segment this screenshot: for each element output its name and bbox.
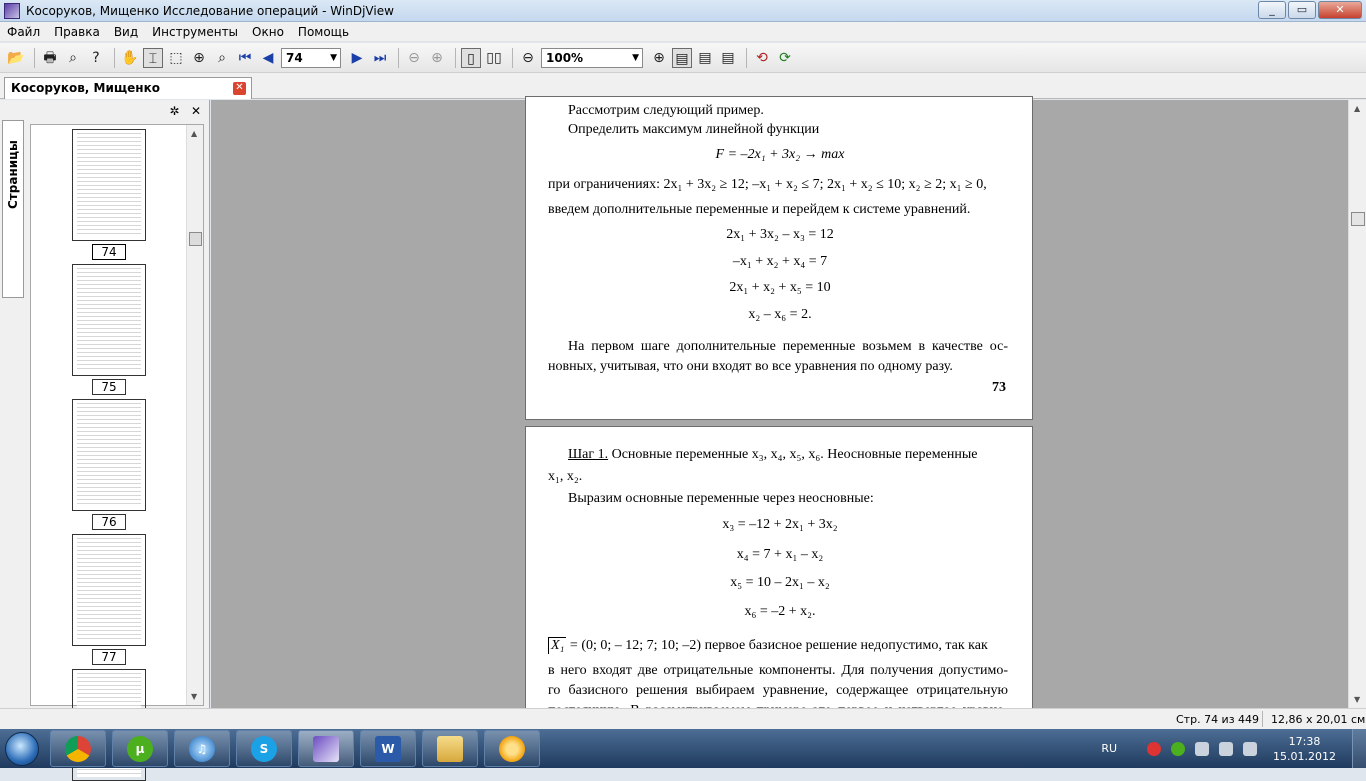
thumbnail-image [72, 129, 146, 241]
first-page-icon[interactable]: ⏮ [238, 49, 252, 66]
thumbnail-image [72, 264, 146, 376]
status-page-info: Стр. 74 из 449 [1176, 713, 1260, 726]
document-page-74 [525, 426, 1033, 716]
folder-icon [437, 736, 463, 762]
toolbar-separator [455, 48, 456, 68]
thumbnail-image [72, 399, 146, 511]
pages-vertical-tab[interactable] [2, 120, 24, 298]
taskbar-skype[interactable] [236, 730, 292, 767]
thumbnail-label: 74 [92, 244, 126, 260]
document-page-73 [525, 96, 1033, 420]
zoom-combo[interactable] [541, 48, 643, 68]
clock-time: 17:38 [1288, 734, 1321, 748]
document-tab[interactable] [4, 77, 252, 99]
menu-edit[interactable]: Правка [54, 24, 100, 39]
page-number-combo[interactable] [281, 48, 341, 68]
tab-close-icon[interactable]: ✕ [233, 82, 246, 95]
page-text: введем дополнительные переменные и перейдем к системе уравнений. [548, 202, 971, 217]
status-separator [1262, 711, 1263, 727]
page-text [548, 637, 988, 654]
toolbar-separator [746, 48, 747, 68]
taskbar-app[interactable] [484, 730, 540, 767]
utorrent-tray-icon[interactable] [1171, 742, 1185, 756]
taskbar-windjview[interactable] [298, 730, 354, 767]
taskbar-utorrent[interactable] [112, 730, 168, 767]
taskbar-itunes[interactable] [174, 730, 230, 767]
itunes-icon: ♫ [189, 736, 215, 762]
panel-controls [169, 104, 201, 118]
scroll-up-icon[interactable]: ▲ [1354, 104, 1361, 113]
thumbnail-label: 77 [92, 649, 126, 665]
next-page-icon[interactable]: ▶ [351, 49, 363, 66]
pages-vertical-tab-label: Страницы [6, 140, 20, 209]
menu-file[interactable]: Файл [7, 24, 41, 39]
menu-view[interactable]: Вид [113, 24, 139, 39]
thumbnail-page[interactable] [72, 264, 146, 395]
toolbar [0, 43, 1366, 73]
thumbnail-label: 76 [92, 514, 126, 530]
thumbnail-image [72, 534, 146, 646]
equation: x₄ = 7 + x₁ – x₂ [736, 547, 824, 562]
menu-tools[interactable]: Инструменты [152, 24, 239, 39]
thumbnail-list [30, 124, 204, 706]
network-icon[interactable] [1243, 742, 1257, 756]
chevron-down-icon[interactable]: ▼ [330, 52, 337, 63]
scroll-down-icon[interactable]: ▼ [191, 692, 198, 701]
equation: –x₁ + x₂ + x₄ = 7 [732, 254, 828, 269]
step-label: Шаг 1. [568, 447, 609, 462]
page-text: x₁, x₂. [548, 469, 583, 484]
equation: x₃ = –12 + 2x₁ + 3x₂ [722, 517, 838, 532]
actual-size-icon[interactable]: ▤ [721, 49, 735, 66]
equation: 2x₁ + 3x₂ – x₃ = 12 [726, 227, 834, 242]
rect-select-icon[interactable]: ⬚ [169, 49, 183, 66]
back-icon[interactable]: ⊖ [408, 49, 420, 66]
page-text: Выразим основные переменные через неосновные: [568, 491, 874, 506]
windows-logo-icon [5, 732, 39, 766]
document-viewer [211, 100, 1348, 708]
toolbar-separator [114, 48, 115, 68]
zoom-value: 100% [546, 50, 584, 65]
windjview-app-icon [4, 3, 20, 19]
document-scrollbar[interactable] [1348, 100, 1366, 708]
clock-date: 15.01.2012 [1273, 749, 1336, 763]
hand-tool-icon[interactable]: ✋ [121, 49, 139, 66]
thumbnail-page[interactable] [72, 534, 146, 665]
title-bar [0, 0, 1366, 22]
equation: x₆ = –2 + x₂. [744, 604, 816, 619]
stop-icon[interactable] [1147, 742, 1161, 756]
print-icon[interactable]: 🖶 [43, 49, 57, 66]
open-folder-icon[interactable]: 📂 [7, 49, 25, 66]
objective-formula: F = –2x₁ + 3x₂ → max [715, 147, 845, 162]
page-number-value: 74 [286, 50, 303, 65]
toolbar-separator [512, 48, 513, 68]
page-text [568, 447, 977, 463]
start-button[interactable] [0, 729, 44, 768]
zoom-in-icon[interactable]: ⊕ [653, 49, 665, 66]
maximize-button[interactable]: ▭ [1288, 1, 1316, 19]
pages-sidebar [0, 100, 210, 708]
fit-width-icon[interactable]: ▤ [698, 49, 712, 66]
taskbar-chrome[interactable] [50, 730, 106, 767]
chevron-down-icon[interactable]: ▼ [632, 52, 639, 63]
taskbar-word[interactable] [360, 730, 416, 767]
find-binoculars-icon[interactable]: ⌕ [69, 49, 77, 66]
page-text: Рассмотрим следующий пример. [568, 103, 764, 118]
scroll-down-icon[interactable]: ▼ [1354, 695, 1361, 704]
thumbnail-scrollbar[interactable] [186, 125, 203, 705]
thumbnail-label: 75 [92, 379, 126, 395]
page-number: 73 [992, 380, 1006, 395]
zoom-out-icon[interactable]: ⊖ [522, 49, 534, 66]
page-text: го базисного решения выбираем уравнение, содержащее отрицательную [548, 683, 1008, 698]
page-text: Определить максимум линейной функции [568, 122, 820, 137]
windjview-icon [313, 736, 339, 762]
volume-icon[interactable] [1219, 742, 1233, 756]
status-page-size: 12,86 x 20,01 см [1271, 713, 1366, 726]
magnifier-icon[interactable]: ⌕ [218, 49, 226, 66]
gear-icon[interactable]: ✲ [169, 104, 180, 118]
taskbar-explorer[interactable] [422, 730, 478, 767]
thumbnail-page[interactable] [72, 129, 146, 260]
word-icon: W [375, 736, 401, 762]
rotate-left-icon[interactable]: ⟲ [756, 49, 768, 66]
last-page-icon[interactable]: ⏭ [373, 49, 387, 66]
chrome-icon [65, 736, 91, 762]
close-icon[interactable]: ✕ [190, 104, 201, 118]
skype-icon: S [251, 736, 277, 762]
language-indicator[interactable]: RU [1101, 742, 1118, 755]
equation: x₅ = 10 – 2x₁ – x₂ [730, 575, 830, 590]
facing-pages-icon[interactable]: ▯▯ [486, 49, 502, 66]
close-button[interactable]: ✕ [1318, 1, 1362, 19]
fit-page-icon[interactable]: ▤ [672, 48, 692, 68]
previous-page-icon[interactable]: ◀ [262, 49, 274, 66]
window-title: Косоруков, Мищенко Исследование операций - WinDjView [26, 3, 394, 18]
help-icon[interactable]: ? [92, 49, 100, 66]
taskbar [0, 729, 1366, 768]
page-text: новных, учитывая, что они входят во все уравнения по одному разу. [548, 359, 953, 374]
system-tray [1101, 729, 1366, 768]
document-scroll-thumb[interactable] [1351, 212, 1365, 226]
page-text: при ограничениях: 2x₁ + 3x₂ ≥ 12; –x₁ + x₂ ≤ 7; 2x₁ + x₂ ≤ 10; x₂ ≥ 2; x₁ ≥ 0, [548, 177, 987, 192]
clock[interactable] [1273, 734, 1336, 764]
solution-vector: X₁ [548, 637, 566, 654]
orange-swirl-icon [499, 736, 525, 762]
menu-window[interactable]: Окно [252, 24, 284, 39]
thumbnail-scroll-thumb[interactable] [189, 232, 202, 246]
equation: 2x₁ + x₂ + x₅ = 10 [729, 280, 831, 295]
zoom-rect-icon[interactable]: ⊕ [193, 49, 205, 66]
select-tool-icon[interactable]: ⌶ [143, 48, 163, 68]
equation: x₂ – x₆ = 2. [748, 307, 812, 322]
toolbar-separator [34, 48, 35, 68]
status-bar [0, 708, 1366, 729]
thumbnail-page[interactable] [72, 399, 146, 530]
minimize-button[interactable]: _ [1258, 1, 1286, 19]
toolbar-separator [398, 48, 399, 68]
forward-icon[interactable]: ⊕ [431, 49, 443, 66]
menu-help[interactable]: Помощь [297, 24, 350, 39]
solution-text: = (0; 0; – 12; 7; 10; –2) первое базисное решение недопустимо, так как [566, 638, 988, 653]
page-text: в него входят две отрицательные компоненты. Для получения допустимо- [548, 663, 1008, 678]
scroll-up-icon[interactable]: ▲ [191, 129, 198, 138]
menu-bar [0, 22, 1366, 42]
utorrent-icon: µ [127, 736, 153, 762]
rotate-right-icon[interactable]: ⟳ [779, 49, 791, 66]
single-page-icon[interactable]: ▯ [461, 48, 481, 68]
step-text: Основные переменные x₃, x₄, x₅, x₆. Неосновные переменные [608, 447, 978, 462]
page-text: На первом шаге дополнительные переменные возьмем в качестве ос- [568, 339, 1008, 354]
document-tab-label: Косоруков, Мищенко [11, 81, 160, 95]
device-icon[interactable] [1195, 742, 1209, 756]
show-desktop-button[interactable] [1352, 729, 1366, 768]
